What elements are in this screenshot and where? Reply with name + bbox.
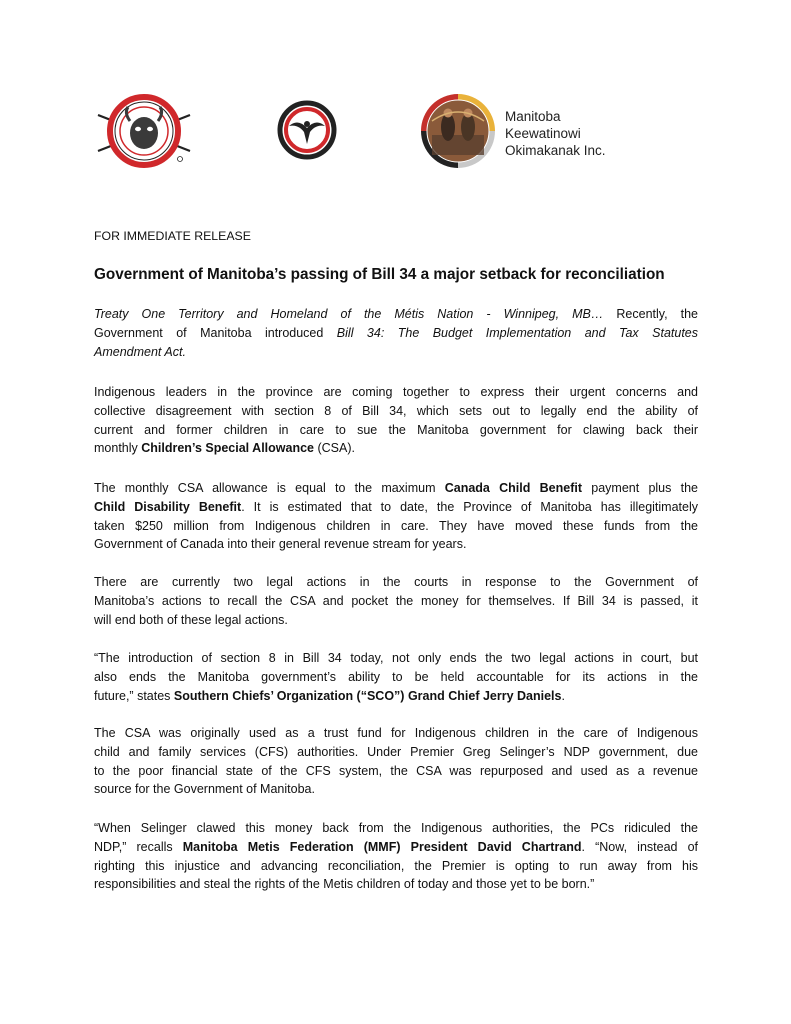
paragraph-concerns: Indigenous leaders in the province are coming together to express their urgent concerns and collective disagreement with section 8 of Bill 34, which sets out to legally end the ability of current and former children in care to sue the Manitoba government for clawing back their monthly Children’s Special Allowance (CSA). [94,385,698,456]
paragraph-csa-allowance: The monthly CSA allowance is equal to the maximum Canada Child Benefit payment plus the Child Disability Benefit. It is estimated that to date, the Province of Manitoba has illegitimately taken $250 million from Indigenous children in care. They have moved these funds from the Government of Canada into their general revenue stream for years. [94,481,698,552]
headline: Government of Manitoba’s passing of Bill 34 a major setback for reconciliation [94,266,665,283]
mko-emblem-icon [418,91,498,171]
mko-name-line-3: Okimakanak Inc. [505,143,606,158]
manitoba-metis-federation-logo [276,100,338,160]
paragraph-intro: Treaty One Territory and Homeland of the Métis Nation - Winnipeg, MB… Recently, the Government of Manitoba introduced Bill 34: The Budget Implementation and Tax Statutes Amendment Act. [94,307,698,359]
mko-name-line-2: Keewatinowi [505,126,581,141]
dateline: Treaty One Territory and Homeland of the Métis Nation - Winnipeg, MB… [94,307,604,321]
paragraph-mmf-quote: “When Selinger clawed this money back from the Indigenous authorities, the PCs ridiculed the NDP,” recalls Manitoba Metis Federation (MMF) President David Chartrand. “Now, instead of righting this injustice and advancing reconciliation, the Premier is opting to run away from his responsibilities and steal the rights of the Metis children of today and those yet to be born.” [94,821,698,892]
paragraph-sco-quote: “The introduction of section 8 in Bill 34 today, not only ends the two legal actions in court, but also ends the Manitoba government’s ability to be held accountable for its actions in the future,” states Southern Chiefs’ Organization (“SCO”) Grand Chief Jerry Daniels. [94,651,698,703]
southern-chiefs-organization-logo [94,93,194,169]
mko-name-line-1: Manitoba [505,109,561,124]
mko-organization-name [505,108,606,159]
mko-logo [418,91,498,171]
bill-title: Bill 34: The Budget Implementation and Tax Statutes [336,325,698,340]
paragraph-csa-history: The CSA was originally used as a trust fund for Indigenous children in the care of Indigenous child and family services (CFS) authorities. Under Premier Greg Selinger’s NDP government, due to the poor financial state of the CFS system, the CSA was repurposed and used as a revenue source for the Government of Manitoba. [94,726,698,797]
sco-emblem-icon [94,93,194,169]
paragraph-legal-actions: There are currently two legal actions in the courts in response to the Government of Manitoba’s actions to recall the CSA and pocket the money for themselves. If Bill 34 is passed, it will end both of these legal actions. [94,575,698,627]
mmf-emblem-icon [276,100,338,160]
release-label: FOR IMMEDIATE RELEASE [94,229,251,243]
